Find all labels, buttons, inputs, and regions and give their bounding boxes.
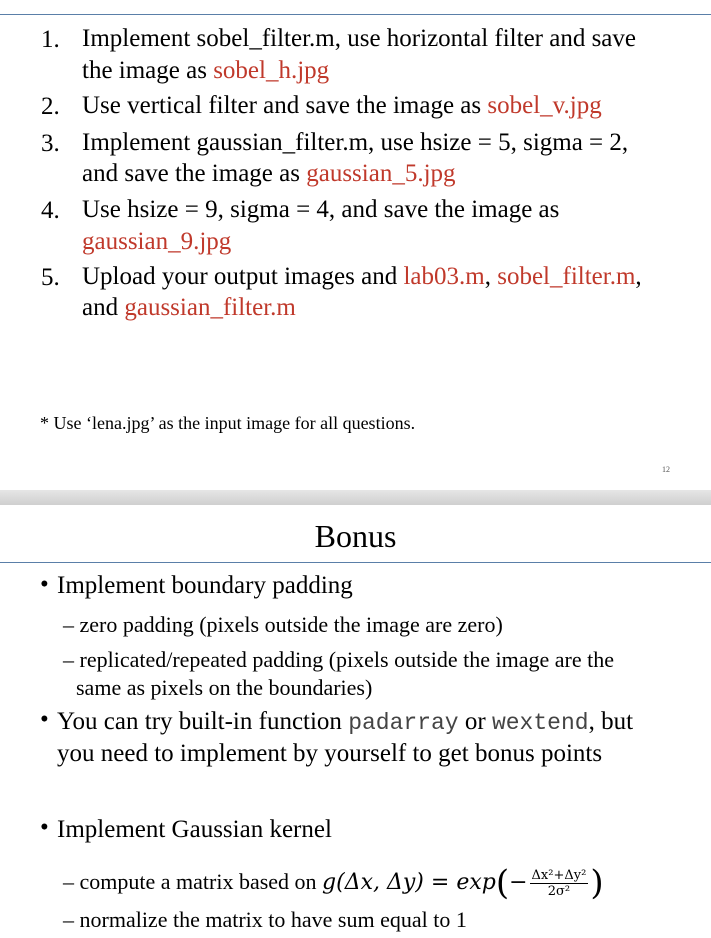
- item-4-line1: Use hsize = 9, sigma = 4, and save the image as: [82, 196, 560, 223]
- builtin-but: , but: [588, 708, 634, 735]
- fraction-denominator: 2σ²: [547, 883, 571, 899]
- bullet-builtin: [57, 708, 633, 736]
- item-3-line2-text: and save the image as: [82, 160, 307, 187]
- page-number: 12: [662, 465, 670, 474]
- builtin-or: or: [458, 708, 492, 735]
- compute-text: – compute a matrix based on: [63, 869, 323, 894]
- item-1-number: 1.: [41, 26, 60, 53]
- item-3-line1: Implement gaussian_filter.m, use hsize = 5, sigma = 2,: [82, 129, 629, 156]
- sub-compute-matrix: [63, 863, 604, 903]
- item-1-filename: sobel_h.jpg: [213, 57, 330, 84]
- item-5-line2: [82, 292, 296, 324]
- slide-bottom: [0, 505, 711, 938]
- item-1-line2-text: the image as: [82, 57, 214, 84]
- builtin-text: You can try built-in function: [57, 708, 349, 735]
- gaussian-formula: g(Δx, Δy) = exp(− $\frac{\text{Δx²+Δy²}}{\text{2σ²}}$ ): [322, 863, 604, 903]
- item-4-number: 4.: [41, 197, 60, 224]
- item-5-text: Upload your output images and: [82, 263, 404, 290]
- bullet-builtin-line2: you need to implement by yourself to get bonus points: [57, 740, 603, 767]
- code-padarray: padarray: [348, 710, 459, 736]
- item-2-text: Use vertical filter and save the image as: [82, 92, 488, 119]
- bullet-dot: •: [40, 571, 49, 598]
- sub-zero-padding: – zero padding (pixels outside the image are zero): [63, 612, 503, 637]
- item-3-line2: [82, 158, 456, 190]
- item-2-number: 2.: [41, 93, 60, 120]
- code-wextend: wextend: [491, 710, 589, 736]
- item-1-line1: Implement sobel_filter.m, use horizontal filter and save: [82, 25, 637, 52]
- item-5-file-gaussian: gaussian_filter.m: [124, 294, 296, 321]
- item-4-filename: gaussian_9.jpg: [82, 228, 232, 255]
- bullet-dot: •: [40, 706, 49, 733]
- input-note: * Use ‘lena.jpg’ as the input image for all questions.: [40, 413, 416, 433]
- sub-replicated-padding: – replicated/repeated padding (pixels outside the image are the: [63, 647, 614, 672]
- formula-fraction: [530, 868, 589, 899]
- item-5-line1: [82, 261, 642, 293]
- item-2-line1: [82, 90, 602, 122]
- item-5-file-sobel: sobel_filter.m: [497, 263, 636, 290]
- bullet-padding: Implement boundary padding: [57, 572, 353, 599]
- item-3-filename: gaussian_5.jpg: [306, 160, 456, 187]
- bullet-dot: •: [40, 814, 49, 841]
- item-2-filename: sobel_v.jpg: [487, 92, 602, 119]
- sub-replicated-padding-cont: same as pixels on the boundaries): [76, 675, 373, 700]
- fraction-numerator: Δx²+Δy²: [531, 867, 587, 883]
- item-5-number: 5.: [41, 264, 60, 291]
- item-1-line2: [82, 55, 329, 87]
- title-underline: [0, 14, 711, 15]
- slide-separator: [0, 490, 711, 505]
- item-3-number: 3.: [41, 130, 60, 157]
- item-5-file-lab03: lab03.m: [403, 263, 485, 290]
- item-5-line2-text: and: [82, 294, 125, 321]
- formula-lhs: g(Δx, Δy) = exp: [322, 870, 496, 895]
- slide-title: Bonus: [314, 518, 397, 554]
- item-5-sep1: ,: [484, 263, 498, 290]
- item-5-sep2: ,: [635, 263, 642, 290]
- sub-normalize: – normalize the matrix to have sum equal to 1: [63, 907, 467, 932]
- title-rule: [0, 562, 711, 563]
- bullet-gaussian-kernel: Implement Gaussian kernel: [57, 816, 332, 843]
